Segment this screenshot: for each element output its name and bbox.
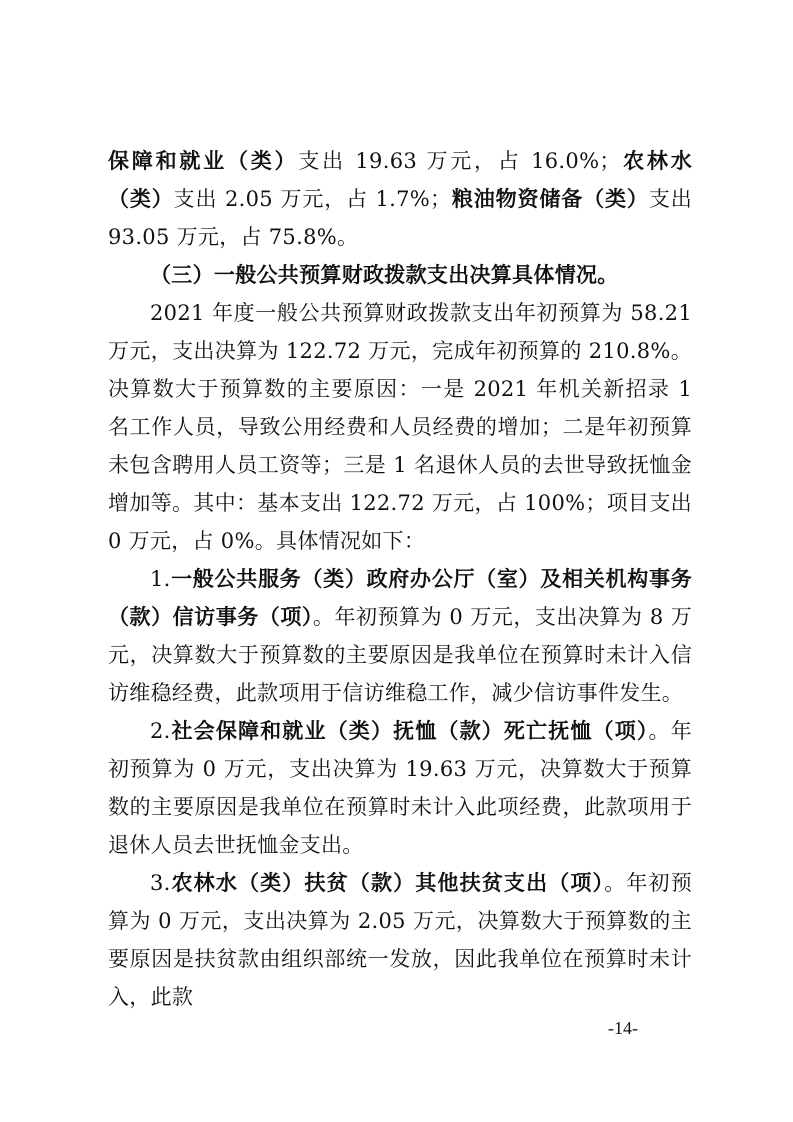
page-number: -14- bbox=[608, 1018, 638, 1038]
item-2-title: 社会保障和就业（类）抚恤（款）死亡抚恤（项） bbox=[170, 718, 649, 743]
item-2-body: 。年初预算为 0 万元，支出决算为 19.63 万元，决算数大于预算数的主要原因是我单位在预算时未计入此项经费，此款项用于退休人员去世抚恤金支出。 bbox=[108, 719, 692, 857]
class-label-grain-reserve: 粮油物资储备（类） bbox=[451, 186, 649, 211]
item-3-title: 农林水（类）扶贫（款）其他扶贫支出（项） bbox=[170, 870, 605, 895]
item-1-body: 。年初预算为 0 万元，支出决算为 8 万元，决算数大于预算数的主要原因是我单位在预算时未计入信访维稳经费，此款项用于信访维稳工作，减少信访事件发生。 bbox=[108, 605, 692, 705]
item-3-number: 3. bbox=[150, 871, 171, 895]
item-1-number: 1. bbox=[150, 567, 171, 591]
item-2-number: 2. bbox=[150, 719, 171, 743]
class-label-social-security: 保障和就业（类） bbox=[108, 148, 299, 173]
paragraph-general-budget-summary: 2021 年度一般公共预算财政拨款支出年初预算为 58.21 万元，支出决算为 122.72 万元，完成年初预算的 210.8%。决算数大于预算数的主要原因：一是 2021 年机关新招录 1 名工作人员，导致公用经费和人员经费的增加；二是年初预算未包含聘用人员工资等；三是 1 名退休人员的去世导致抚恤金增加等。其中：基本支出 122.72 万元，占 100%；项目支出 0 万元，占 0%。具体情况如下： bbox=[108, 301, 692, 553]
paragraph-expenditure-by-class bbox=[108, 142, 692, 256]
section-heading-3: （三）一般公共预算财政拨款支出决算具体情况。 bbox=[150, 262, 619, 287]
list-item-1 bbox=[108, 560, 692, 712]
text-grain-reserve-amount: 支出 93.05 万元，占 75.8%。 bbox=[108, 187, 692, 249]
list-item-3 bbox=[108, 864, 692, 1016]
class-label-agriculture: 农林水（类） bbox=[108, 148, 692, 211]
item-3-body: 。年初预算为 0 万元，支出决算为 2.05 万元，决算数大于预算数的主要原因是扶贫款由组织部统一发放，因此我单位在预算时未计入，此款 bbox=[108, 871, 693, 1009]
list-item-2 bbox=[108, 712, 692, 864]
item-1-title: 一般公共服务（类）政府办公厅（室）及相关机构事务（款）信访事务（项） bbox=[108, 566, 692, 629]
text-agriculture-amount: 支出 2.05 万元，占 1.7%； bbox=[173, 187, 452, 211]
text-social-security-amount: 支出 19.63 万元，占 16.0%； bbox=[298, 149, 621, 173]
